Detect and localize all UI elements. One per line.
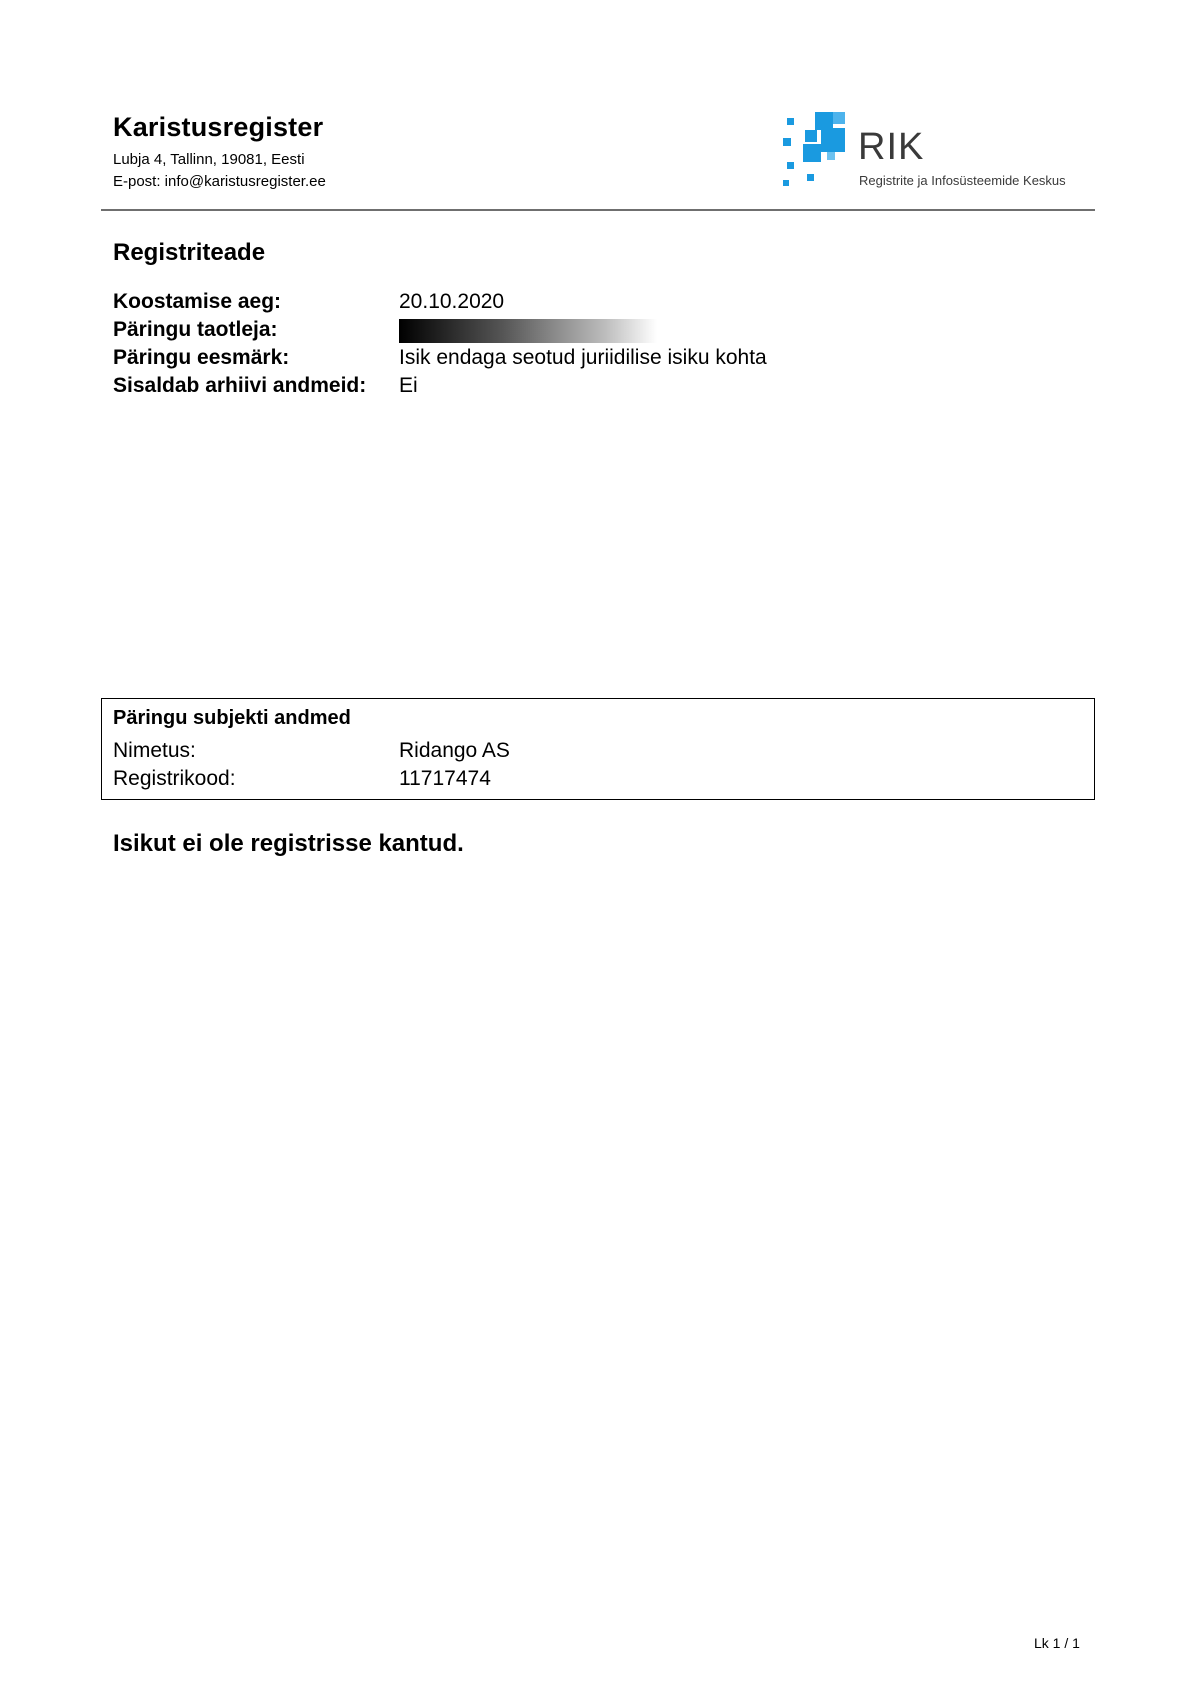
meta-label: Sisaldab arhiivi andmeid: [113, 374, 367, 397]
organization-address: Lubja 4, Tallinn, 19081, Eesti [113, 151, 305, 168]
subject-row-name [113, 739, 1013, 765]
document-title: Registriteade [113, 239, 266, 266]
meta-value: Isik endaga seotud juriidilise isiku kohta [399, 346, 767, 369]
rik-pixel-squares-logo-icon [775, 112, 855, 192]
subject-label: Registrikood: [113, 767, 236, 790]
subject-value: Ridango AS [399, 739, 510, 762]
header-divider [101, 209, 1095, 211]
meta-value: 20.10.2020 [399, 290, 505, 313]
meta-row-date [113, 290, 1013, 318]
page-number: Lk 1 / 1 [1034, 1635, 1080, 1651]
subject-value: 11717474 [399, 767, 491, 790]
subject-data-box [101, 698, 1095, 800]
organization-name: Karistusregister [113, 112, 324, 142]
meta-row-purpose [113, 346, 1013, 374]
subject-row-regcode [113, 767, 1013, 793]
meta-row-archive [113, 374, 1013, 402]
rik-logo [775, 112, 1095, 192]
meta-label: Koostamise aeg: [113, 290, 282, 313]
subject-box-title: Päringu subjekti andmed [113, 707, 351, 729]
result-statement: Isikut ei ole registrisse kantud. [113, 830, 464, 857]
meta-label: Päringu eesmärk: [113, 346, 290, 369]
subject-label: Nimetus: [113, 739, 196, 762]
redacted-value [399, 319, 657, 343]
meta-row-applicant [113, 318, 1013, 346]
logo-name: RIK [858, 126, 925, 168]
logo-subtitle: Registrite ja Infosüsteemide Keskus [859, 173, 1066, 188]
organization-email: E-post: info@karistusregister.ee [113, 173, 326, 190]
meta-label: Päringu taotleja: [113, 318, 278, 341]
meta-value: Ei [399, 374, 418, 397]
